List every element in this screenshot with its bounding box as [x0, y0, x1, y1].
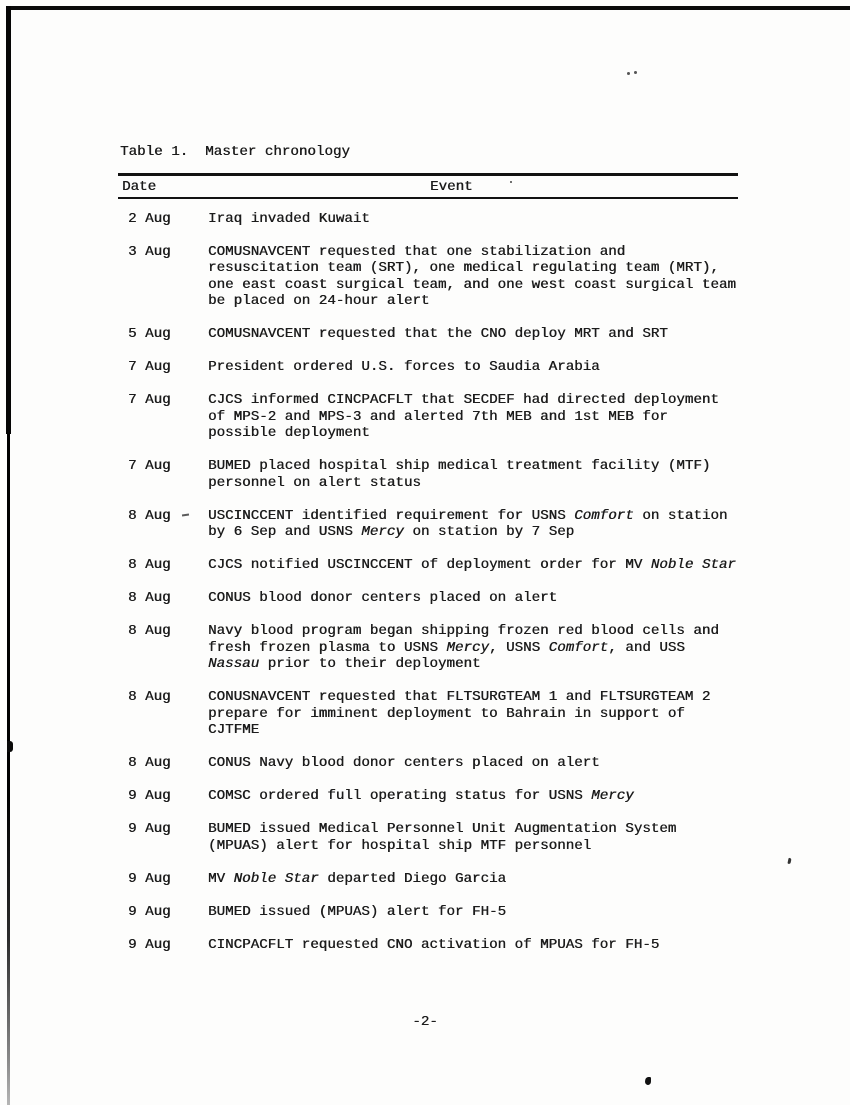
table-row	[118, 458, 738, 491]
row-date: 8 Aug	[128, 623, 171, 639]
scan-artifact-dot	[627, 72, 630, 75]
ship-name: Comfort	[548, 639, 609, 656]
event-text: USCINCCENT identified requirement for USNS	[208, 507, 575, 524]
table-row	[118, 508, 738, 541]
scan-artifact-comma	[787, 858, 791, 864]
row-event	[208, 937, 738, 954]
row-event	[208, 244, 738, 310]
event-text: CJCS informed CINCPACFLT that SECDEF had directed deployment of MPS-2 and MPS-3 and alerted 7th MEB and 1st MEB for possible deployment	[208, 392, 719, 441]
event-text: , USNS	[488, 639, 549, 656]
table-row	[118, 689, 738, 739]
row-event	[208, 211, 738, 228]
row-date: 9 Aug	[128, 788, 171, 804]
table-row	[118, 326, 738, 343]
event-text: BUMED issued Medical Personnel Unit Augmentation System (MPUAS) alert for hospital ship MTF personnel	[208, 821, 677, 854]
column-header-date: Date	[122, 179, 157, 195]
event-text: CINCPACFLT requested CNO activation of MPUAS for FH-5	[208, 936, 660, 953]
row-date: 3 Aug	[128, 243, 171, 260]
ship-name: Mercy	[361, 524, 404, 540]
table-row	[118, 871, 738, 888]
row-date: 8 Aug	[128, 590, 171, 606]
row-date: 7 Aug	[128, 458, 171, 474]
chronology-table	[118, 173, 738, 953]
ship-name: Comfort	[574, 507, 634, 524]
table-row	[118, 904, 738, 921]
row-event	[208, 904, 738, 921]
event-text: prior to their deployment	[259, 656, 481, 672]
event-text: COMUSNAVCENT requested that one stabilization and resuscitation team (SRT), one medical regulating team (MRT), one east coast surgical team, and one west coast surgical team be placed on 24-hour alert	[208, 243, 736, 309]
event-text: Iraq invaded Kuwait	[208, 210, 370, 227]
table-body	[118, 211, 738, 954]
row-date: 2 Aug	[128, 210, 171, 227]
table-row	[118, 623, 738, 673]
row-event	[208, 508, 738, 541]
table-row	[118, 821, 738, 854]
scan-artifact-dot	[634, 71, 637, 74]
scan-artifact-speck	[645, 1077, 651, 1085]
event-text: CONUS blood donor centers placed on alert	[208, 590, 558, 606]
row-date: 8 Aug	[128, 755, 171, 771]
ship-name: Mercy	[591, 788, 634, 804]
row-date: 8 Aug	[128, 507, 171, 524]
event-text: COMSC ordered full operating status for USNS	[208, 788, 592, 804]
row-date: 7 Aug	[128, 392, 171, 408]
row-date: 7 Aug	[128, 359, 171, 375]
row-event	[208, 392, 738, 442]
row-event	[208, 689, 738, 739]
table-row	[118, 590, 738, 607]
event-text: on station by 6 Sep and USNS	[208, 507, 728, 540]
event-text: departed Diego Garcia	[318, 870, 506, 887]
table-row	[118, 359, 738, 376]
table-row	[118, 211, 738, 228]
table-header-row	[118, 173, 738, 199]
document-content	[118, 144, 740, 970]
table-row	[118, 557, 738, 574]
event-text: Navy blood program began shipping frozen red blood cells and fresh frozen plasma to USNS	[208, 623, 719, 656]
event-text: CJCS notified USCINCCENT of deployment order for MV	[208, 557, 651, 573]
event-text: CONUS Navy blood donor centers placed on alert	[208, 755, 600, 771]
event-text: COMUSNAVCENT requested that the CNO deploy MRT and SRT	[208, 326, 668, 342]
row-event	[208, 359, 738, 376]
row-event	[208, 755, 738, 772]
row-date: 5 Aug	[128, 326, 171, 342]
table-row	[118, 755, 738, 772]
event-text: on station by 7 Sep	[403, 524, 575, 540]
row-event	[208, 590, 738, 607]
event-text: BUMED placed hospital ship medical treatment facility (MTF) personnel on alert status	[208, 458, 711, 491]
table-row	[118, 244, 738, 310]
row-event	[208, 623, 738, 673]
row-date: 9 Aug	[128, 870, 171, 887]
row-date: 9 Aug	[128, 936, 171, 953]
table-title: Table 1. Master chronology	[120, 144, 350, 160]
page-number: -2-	[412, 1014, 438, 1030]
scan-border-top	[6, 6, 850, 10]
row-date: 9 Aug	[128, 821, 171, 837]
ship-name: Noble Star	[650, 557, 736, 573]
row-event	[208, 458, 738, 491]
scan-artifact-bump	[7, 741, 13, 752]
row-event	[208, 821, 738, 854]
row-date: 8 Aug	[128, 557, 171, 573]
row-event	[208, 871, 738, 888]
ship-name: Nassau	[208, 656, 260, 672]
row-date: 9 Aug	[128, 903, 171, 920]
event-text: MV	[208, 870, 234, 887]
ship-name: Noble Star	[233, 870, 319, 887]
table-row	[118, 788, 738, 805]
row-event	[208, 326, 738, 343]
row-event	[208, 557, 738, 574]
column-header-event: Event	[430, 179, 473, 195]
row-date: 8 Aug	[128, 689, 171, 705]
table-row	[118, 392, 738, 442]
row-event	[208, 788, 738, 805]
event-text: President ordered U.S. forces to Saudia Arabia	[208, 359, 600, 375]
event-text: CONUSNAVCENT requested that FLTSURGTEAM 1 and FLTSURGTEAM 2 prepare for imminent deployment to Bahrain in support of CJTFME	[208, 689, 711, 738]
event-text: , and USS	[608, 639, 685, 656]
table-row	[118, 937, 738, 954]
event-text: BUMED issued (MPUAS) alert for FH-5	[208, 903, 506, 920]
ship-name: Mercy	[446, 639, 489, 656]
scan-border-left-thick	[6, 6, 11, 434]
